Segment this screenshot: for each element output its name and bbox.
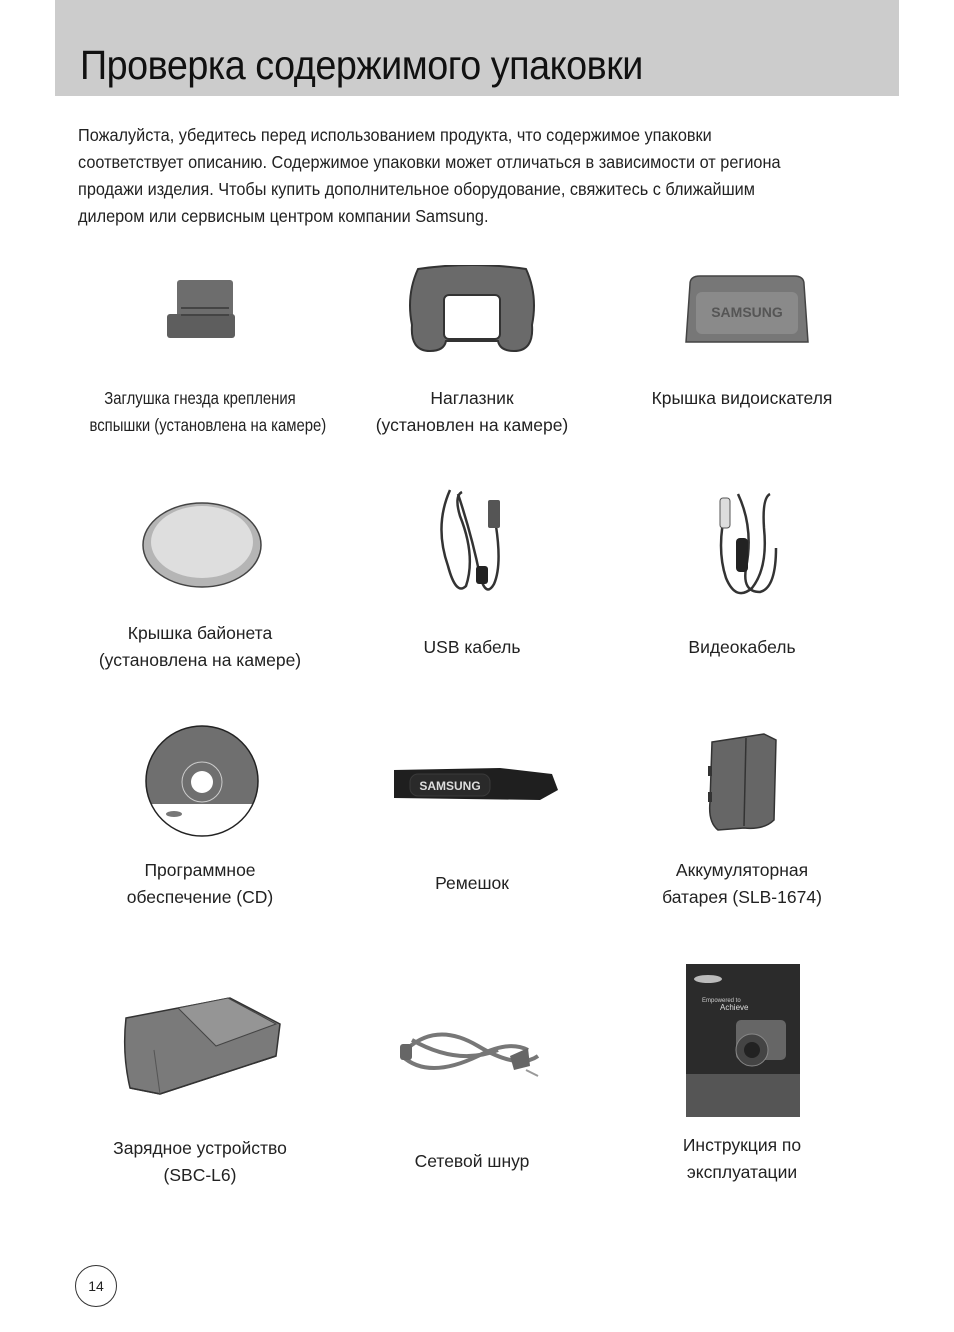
body-cap-icon (141, 502, 263, 588)
item-label: Ремешок (435, 873, 509, 893)
svg-text:Empowered to: Empowered to (702, 998, 741, 1004)
power-cord-icon (398, 1026, 542, 1082)
intro-line: соответствует описанию. Содержимое упаковки может отличаться в зависимости от региона (78, 152, 781, 172)
title-banner (55, 0, 899, 96)
battery-icon (704, 732, 780, 832)
item-label: Зарядное устройство (SBC-L6) (113, 1138, 287, 1185)
item-label: USB кабель (423, 637, 521, 657)
item-label: Заглушка гнезда крепления вспышки (установлена на камере) (89, 388, 327, 435)
hot-shoe-cover-icon (165, 278, 237, 340)
manual-icon (686, 964, 800, 1117)
item-label: Аккумуляторная батарея (SLB-1674) (662, 860, 822, 907)
usb-cable-icon (436, 486, 508, 602)
item-label: Крышка видоискателя (651, 388, 833, 408)
svg-text:SAMSUNG: SAMSUNG (419, 779, 481, 793)
intro-line: продажи изделия. Чтобы купить дополнительное оборудование, свяжитесь с ближайшим (78, 179, 755, 199)
item-label: Инструкция по эксплуатации (682, 1135, 802, 1182)
item-label: Наглазник (установлен на камере) (375, 388, 569, 435)
item-label: Программное обеспечение (CD) (126, 860, 274, 907)
intro-line: Пожалуйста, убедитесь перед использованием продукта, что содержимое упаковки (78, 125, 712, 145)
intro-paragraph (78, 122, 822, 230)
item-label: Крышка байонета (установлена на камере) (98, 623, 302, 670)
strap-icon (390, 764, 562, 804)
viewfinder-cap-icon (684, 274, 810, 344)
item-label: Видеокабель (688, 637, 796, 657)
charger-icon (120, 994, 284, 1096)
eyecup-icon (404, 265, 540, 355)
item-label: Сетевой шнур (414, 1151, 530, 1171)
page-number: 14 (75, 1265, 117, 1307)
svg-text:SAMSUNG: SAMSUNG (711, 304, 783, 320)
video-cable-icon (706, 488, 782, 604)
intro-line: дилером или сервисным центром компании Samsung. (78, 206, 489, 226)
svg-text:Achieve: Achieve (720, 1003, 749, 1012)
page-title: Проверка содержимого упаковки (80, 42, 643, 88)
cd-icon (142, 724, 262, 838)
